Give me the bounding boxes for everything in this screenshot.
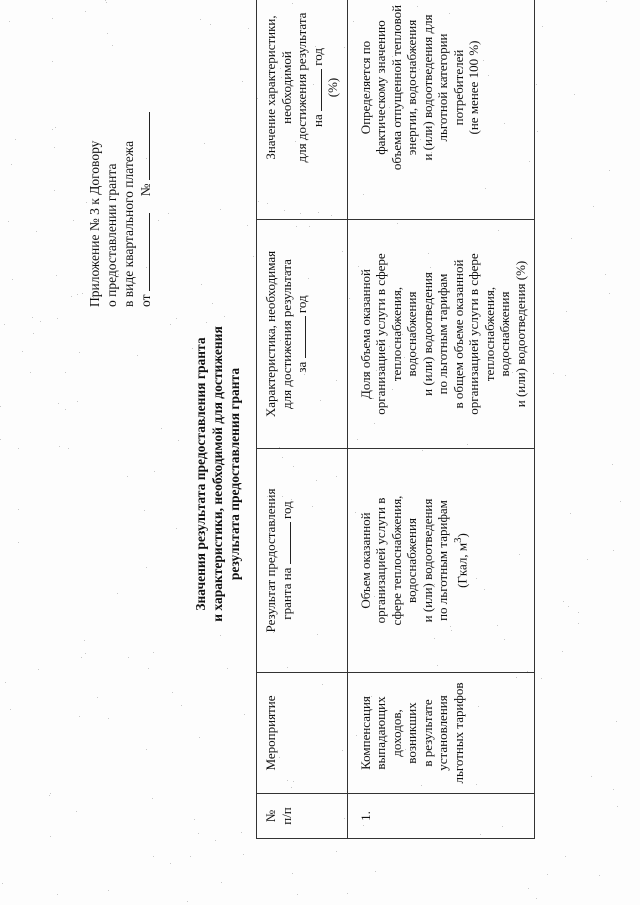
year-blank (310, 69, 322, 111)
event-line: льготных тарифов (450, 682, 466, 784)
year-blank (279, 522, 291, 564)
header-value-line-2: необходимой (278, 51, 294, 124)
year-blank (294, 316, 306, 358)
header-characteristic-line-1: Характеристика, необходимая (263, 250, 278, 418)
value-line: фактическому значению (373, 20, 388, 155)
header-value-line-4 (310, 0, 326, 215)
characteristic-line: и (или) водоотведения (%) (512, 260, 528, 408)
header-event-line-1: Мероприятие (263, 695, 278, 771)
characteristic-line: водоснабжения (497, 291, 512, 377)
result-line: и (или) водоотведения (419, 498, 435, 623)
row-result (347, 449, 535, 673)
row-number: 1. (347, 794, 535, 839)
header-number (257, 794, 348, 839)
table-row (347, 0, 535, 839)
value-line: объема отпущенной тепловой (388, 4, 404, 171)
title-line-3: результата предоставления гранта (227, 367, 242, 581)
characteristic-line: теплоснабжения, (481, 286, 497, 382)
characteristic-line: водоснабжения (404, 291, 419, 377)
header-number-line-2: п/п (278, 807, 294, 825)
event-line: возникших (404, 702, 419, 764)
result-unit-text: (Гкал, м (453, 542, 469, 588)
header-characteristic-line-3 (294, 224, 310, 444)
value-line: (не менее 100 %) (466, 40, 481, 135)
header-event (257, 673, 348, 794)
result-unit-end: ) (453, 533, 469, 538)
result-line: сфере теплоснабжения, (388, 495, 404, 626)
result-line: по льготным тарифам (435, 500, 450, 621)
header-number-line-1: № (263, 809, 278, 823)
value-line: льготной категории (435, 33, 450, 142)
event-line: выпадающих (373, 696, 388, 770)
document-title (192, 259, 243, 689)
row-value (347, 0, 535, 220)
header-result-line-2 (279, 453, 295, 668)
appendix-line-2: о предоставлении гранта (104, 163, 119, 307)
header-characteristic-line-2: для достижения результата (278, 259, 294, 409)
title-line-1: Значения результата предоставления гранта (193, 337, 208, 611)
header-characteristic (257, 220, 348, 449)
header-characteristic-line-3b: год (294, 295, 309, 314)
value-line: и (или) водоотведения для (419, 14, 435, 161)
header-result-line-2a: гранта на (278, 567, 294, 620)
result-line: организацией услуги в (373, 497, 388, 624)
date-blank (137, 213, 150, 291)
header-characteristic-line-3a: за (294, 361, 309, 373)
characteristic-line: теплоснабжения, (388, 286, 404, 382)
characteristic-line: Доля объема оказанной (357, 268, 373, 400)
event-line: доходов, (388, 709, 404, 757)
header-result-line-1: Результат предоставления (263, 488, 278, 633)
grant-results-table (256, 0, 535, 839)
appendix-line-1: Приложение № 3 к Договору (87, 140, 102, 307)
appendix-header (86, 67, 154, 307)
row-characteristic (347, 220, 535, 449)
header-value-line-3: для достижения результата (294, 12, 309, 163)
title-line-2: и характеристики, необходимой для достижения (210, 326, 225, 622)
appendix-date-line (137, 67, 154, 307)
appendix-line-3: в виде квартального платежа (121, 140, 136, 307)
header-result (257, 449, 348, 673)
number-blank (137, 112, 150, 180)
header-value (257, 0, 348, 220)
header-value-line-4a: на (309, 114, 325, 127)
result-unit (451, 453, 470, 668)
characteristic-line: по льготным тарифам (435, 273, 450, 395)
value-line: энергии, водоснабжения (404, 19, 419, 156)
number-prefix: № (138, 183, 153, 197)
event-line: Компенсация (357, 696, 373, 770)
characteristic-line: и (или) водоотведения (419, 272, 435, 396)
event-line: в результате (419, 699, 435, 767)
result-unit-sup: 3 (451, 537, 464, 543)
characteristic-line: в общем объеме оказанной (450, 259, 466, 409)
value-line: Определяется по (357, 40, 373, 135)
table-header-row (257, 0, 348, 839)
value-line: потребителей (450, 49, 466, 126)
row-event (347, 673, 535, 794)
header-result-line-2b: год (278, 501, 294, 520)
event-line: установления (435, 695, 450, 771)
result-line: Объем оказанной (357, 512, 373, 609)
header-value-line-1: Значение характеристики, (263, 15, 278, 160)
characteristic-line: организацией услуги в сфере (466, 253, 481, 415)
header-value-line-5: (%) (325, 77, 340, 98)
date-prefix: от (138, 294, 153, 307)
characteristic-line: организацией услуги в сфере (373, 253, 388, 415)
result-line: водоснабжения (404, 518, 419, 603)
header-value-line-4b: год (309, 48, 325, 66)
